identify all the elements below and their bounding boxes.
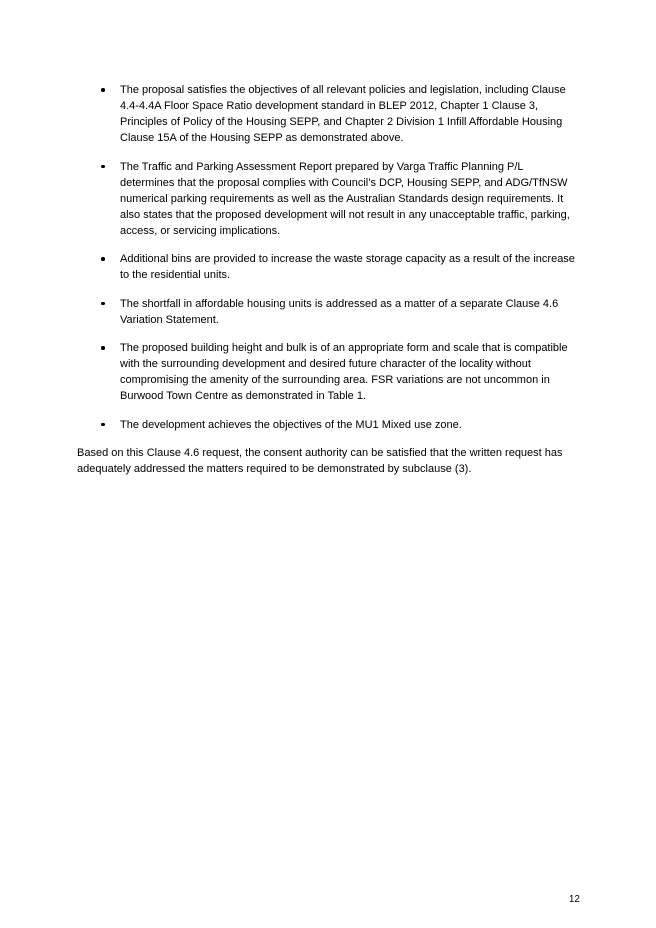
page-footer: [77, 892, 580, 908]
bullet-item: [77, 296, 580, 328]
bullet-text-affordable-housing-shortfall: The shortfall in affordable housing units is addressed as a matter of a separate Clause 4.6 Variation Statement.: [120, 297, 559, 326]
bullet-text-mu1-zone-objectives: The development achieves the objectives of the MU1 Mixed use zone.: [120, 418, 462, 431]
bullet-item: [77, 340, 580, 404]
bullet-dot-icon: [101, 88, 105, 92]
bullet-dot-icon: [101, 423, 105, 427]
bullet-item: [77, 417, 580, 433]
bullet-text-policies: The proposal satisfies the objectives of all relevant policies and legislation, including Clause 4.4-4.4A Floor Space Ratio development standard in BLEP 2012, Chapter 1 Clause 3, Principles of Policy of the Housing SEPP, and Chapter 2 Division 1 Infill Affordable Housing Clause 15A of the Housing SEPP as demonstrated above.: [120, 84, 566, 144]
closing-paragraph: Based on this Clause 4.6 request, the consent authority can be satisfied that the written request has adequately addressed the matters required to be demonstrated by subclause (3).: [77, 447, 563, 475]
bullet-dot-icon: [101, 346, 105, 350]
bullet-item: [77, 82, 580, 146]
bullet-item: [77, 159, 580, 239]
page-body: [77, 82, 580, 477]
bullet-dot-icon: [101, 165, 105, 169]
bullet-list: [77, 82, 580, 433]
bullet-dot-icon: [101, 257, 105, 261]
bullet-text-additional-bins: Additional bins are provided to increase the waste storage capacity as a result of the increase to the residential units.: [120, 253, 575, 281]
page-number: 12: [568, 894, 580, 905]
bullet-text-building-height-bulk: The proposed building height and bulk is of an appropriate form and scale that is compatible with the surrounding development and desired future character of the locality without compromising the amenity of the surrounding area. FSR variations are not uncommon in Burwood Town Centre as demonstrated in Table 1.: [120, 342, 568, 402]
bullet-dot-icon: [101, 302, 105, 306]
bullet-text-traffic-parking: The Traffic and Parking Assessment Report prepared by Varga Traffic Planning P/L determines that the proposal complies with Council’s DCP, Housing SEPP, and ADG/TfNSW numerical parking requirements as well as the Australian Standards design requirements. It also states that the proposed development will not result in any unacceptable traffic, parking, access, or servicing implications.: [120, 160, 570, 237]
bullet-item: [77, 251, 580, 283]
